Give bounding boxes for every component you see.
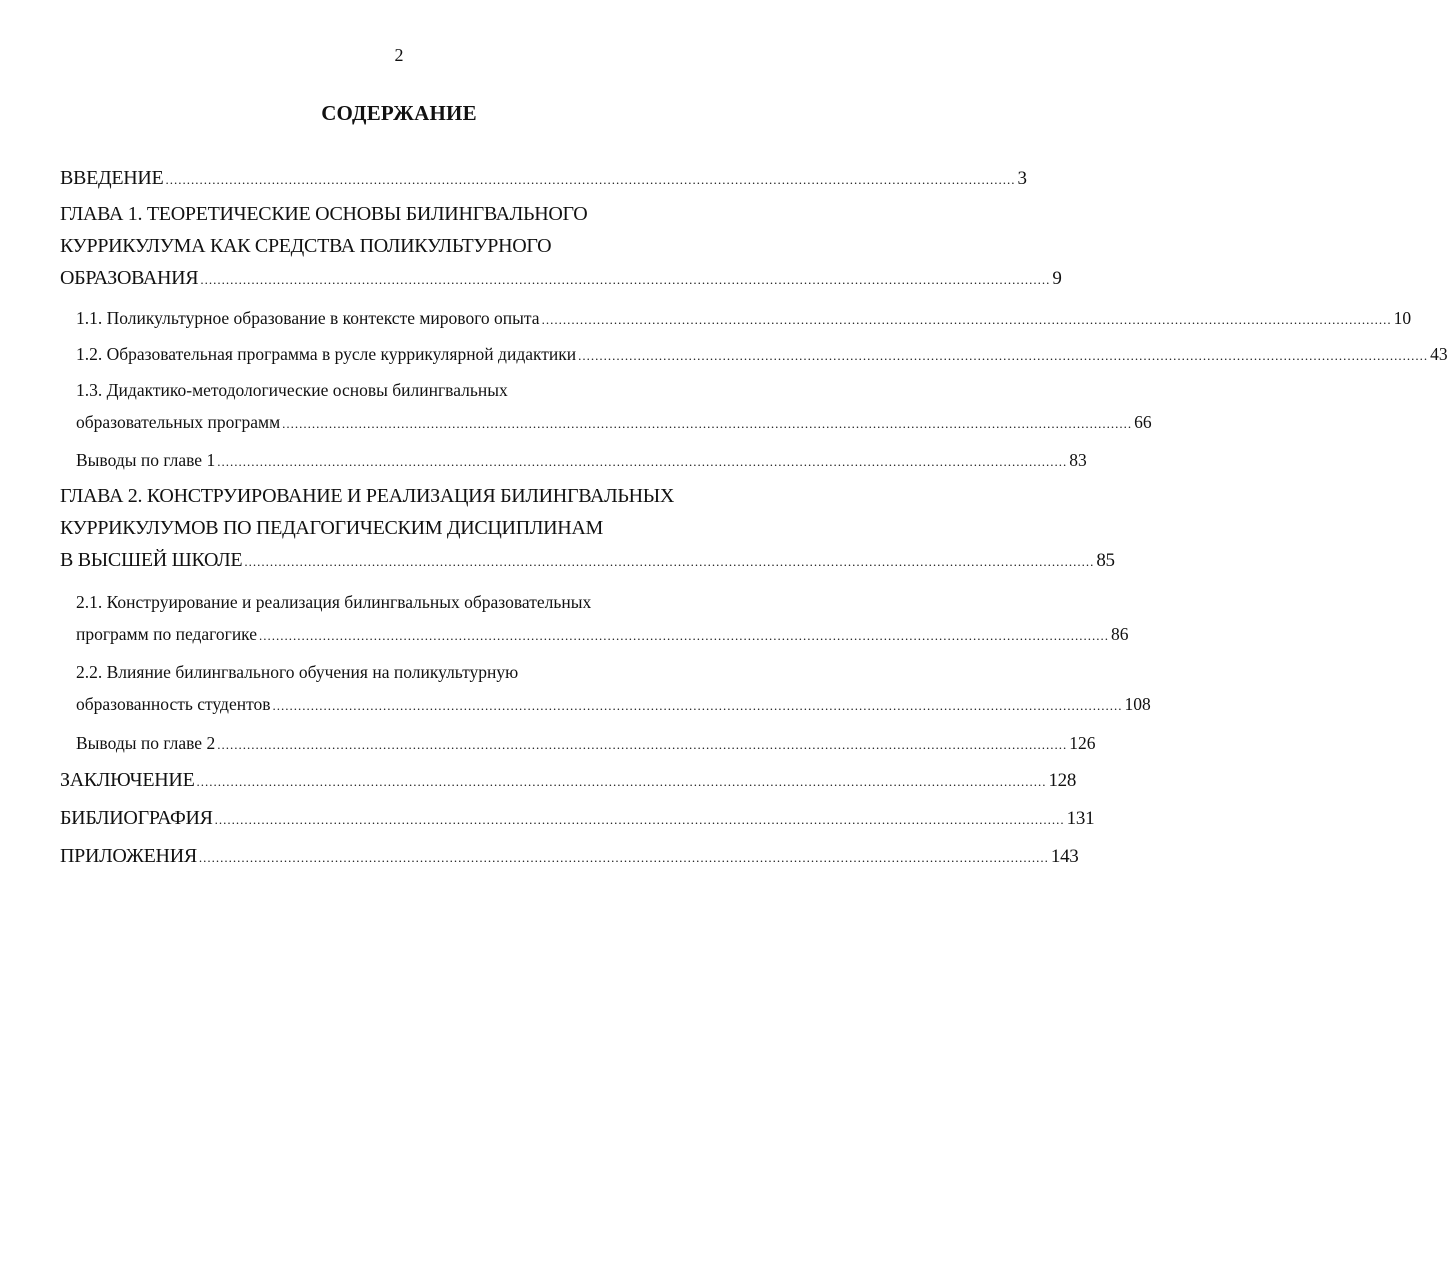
leader-dots: ........................................................................................................................................................................................................: [200, 272, 1051, 287]
leader-dots: ........................................................................................................................................................................................................: [244, 554, 1095, 569]
leader-dots: ........................................................................................................................................................................................................: [541, 312, 1392, 327]
toc-page-number: 9: [1052, 268, 1062, 289]
toc-entry-title-line: КУРРИКУЛУМОВ ПО ПЕДАГОГИЧЕСКИМ ДИСЦИПЛИНАМ: [60, 517, 604, 539]
toc-title: СОДЕРЖАНИЕ: [321, 101, 477, 125]
leader-dots: ........................................................................................................................................................................................................: [196, 774, 1047, 789]
toc-entry-chapter-2: [60, 480, 1115, 576]
toc-entry-title: БИБЛИОГРАФИЯ: [60, 807, 213, 829]
page-number: 2: [394, 45, 404, 65]
toc-entry-title-line: 1.3. Дидактико-методологические основы билингвальных: [76, 380, 508, 400]
toc-page-number: 43: [1430, 344, 1448, 364]
toc-entry-title-line: 2.2. Влияние билингвального обучения на поликультурную: [76, 662, 519, 682]
toc-page-number: 143: [1050, 846, 1079, 867]
toc-entry-title-line: образовательных программ: [76, 412, 281, 432]
toc-page-number: 3: [1017, 168, 1027, 189]
toc-page-number: 131: [1066, 808, 1095, 829]
toc-page-number: 66: [1134, 412, 1152, 432]
leader-dots: ........................................................................................................................................................................................................: [217, 737, 1068, 752]
toc-entry-introduction: [60, 162, 1027, 194]
leader-dots: ........................................................................................................................................................................................................: [578, 348, 1429, 363]
toc-entry-bibliography: [60, 802, 1095, 834]
toc-entry-section-1-3: [76, 374, 1152, 438]
toc-page-number: 108: [1124, 694, 1151, 714]
toc-entry-title: ВВЕДЕНИЕ: [60, 167, 164, 189]
toc-entry-title-line: ГЛАВА 1. ТЕОРЕТИЧЕСКИЕ ОСНОВЫ БИЛИНГВАЛЬНОГО: [60, 203, 588, 225]
toc-entry-section-1-2: [76, 338, 1448, 370]
toc-entry-title-line: В ВЫСШЕЙ ШКОЛЕ: [60, 549, 243, 571]
toc-entry-conclusions-2: [76, 727, 1096, 759]
toc-entry-conclusion: [60, 764, 1077, 796]
leader-dots: ........................................................................................................................................................................................................: [165, 172, 1016, 187]
toc-entry-title: ПРИЛОЖЕНИЯ: [60, 845, 197, 867]
toc-entry-section-1-1: [76, 302, 1412, 334]
toc-page-number: 10: [1393, 308, 1412, 328]
toc-entry-title: ЗАКЛЮЧЕНИЕ: [60, 769, 195, 791]
toc-entry-title: Выводы по главе 2: [76, 733, 216, 753]
leader-dots: ........................................................................................................................................................................................................: [217, 454, 1068, 469]
toc-page-number: 126: [1069, 733, 1096, 753]
toc-entry-title: 1.2. Образовательная программа в русле куррикулярной дидактики: [76, 344, 577, 364]
leader-dots: ........................................................................................................................................................................................................: [214, 812, 1065, 827]
toc-entry-chapter-1: [60, 198, 1062, 294]
toc-entry-title: 1.1. Поликультурное образование в контексте мирового опыта: [76, 308, 540, 328]
leader-dots: ........................................................................................................................................................................................................: [259, 628, 1110, 643]
toc-page-number: 85: [1096, 550, 1115, 571]
toc-entry-section-2-2: [76, 656, 1151, 720]
toc-entry-title-line: ОБРАЗОВАНИЯ: [60, 267, 199, 289]
toc-entry-title: Выводы по главе 1: [76, 450, 216, 470]
toc-page-number: 128: [1048, 770, 1077, 791]
toc-entry-conclusions-1: [76, 444, 1087, 476]
toc-page-number: 83: [1069, 450, 1087, 470]
leader-dots: ........................................................................................................................................................................................................: [282, 416, 1133, 431]
toc-page-number: 86: [1111, 624, 1129, 644]
toc-entry-title-line: образованность студентов: [76, 694, 271, 714]
toc-entry-appendices: [60, 840, 1079, 872]
leader-dots: ........................................................................................................................................................................................................: [198, 850, 1049, 865]
toc-entry-title-line: 2.1. Конструирование и реализация билингвальных образовательных: [76, 592, 592, 612]
leader-dots: ........................................................................................................................................................................................................: [272, 698, 1123, 713]
toc-entry-title-line: КУРРИКУЛУМА КАК СРЕДСТВА ПОЛИКУЛЬТУРНОГО: [60, 235, 552, 257]
toc-entry-section-2-1: [76, 586, 1129, 650]
toc-entry-title-line: программ по педагогике: [76, 624, 258, 644]
toc-entry-title-line: ГЛАВА 2. КОНСТРУИРОВАНИЕ И РЕАЛИЗАЦИЯ БИЛИНГВАЛЬНЫХ: [60, 485, 675, 507]
